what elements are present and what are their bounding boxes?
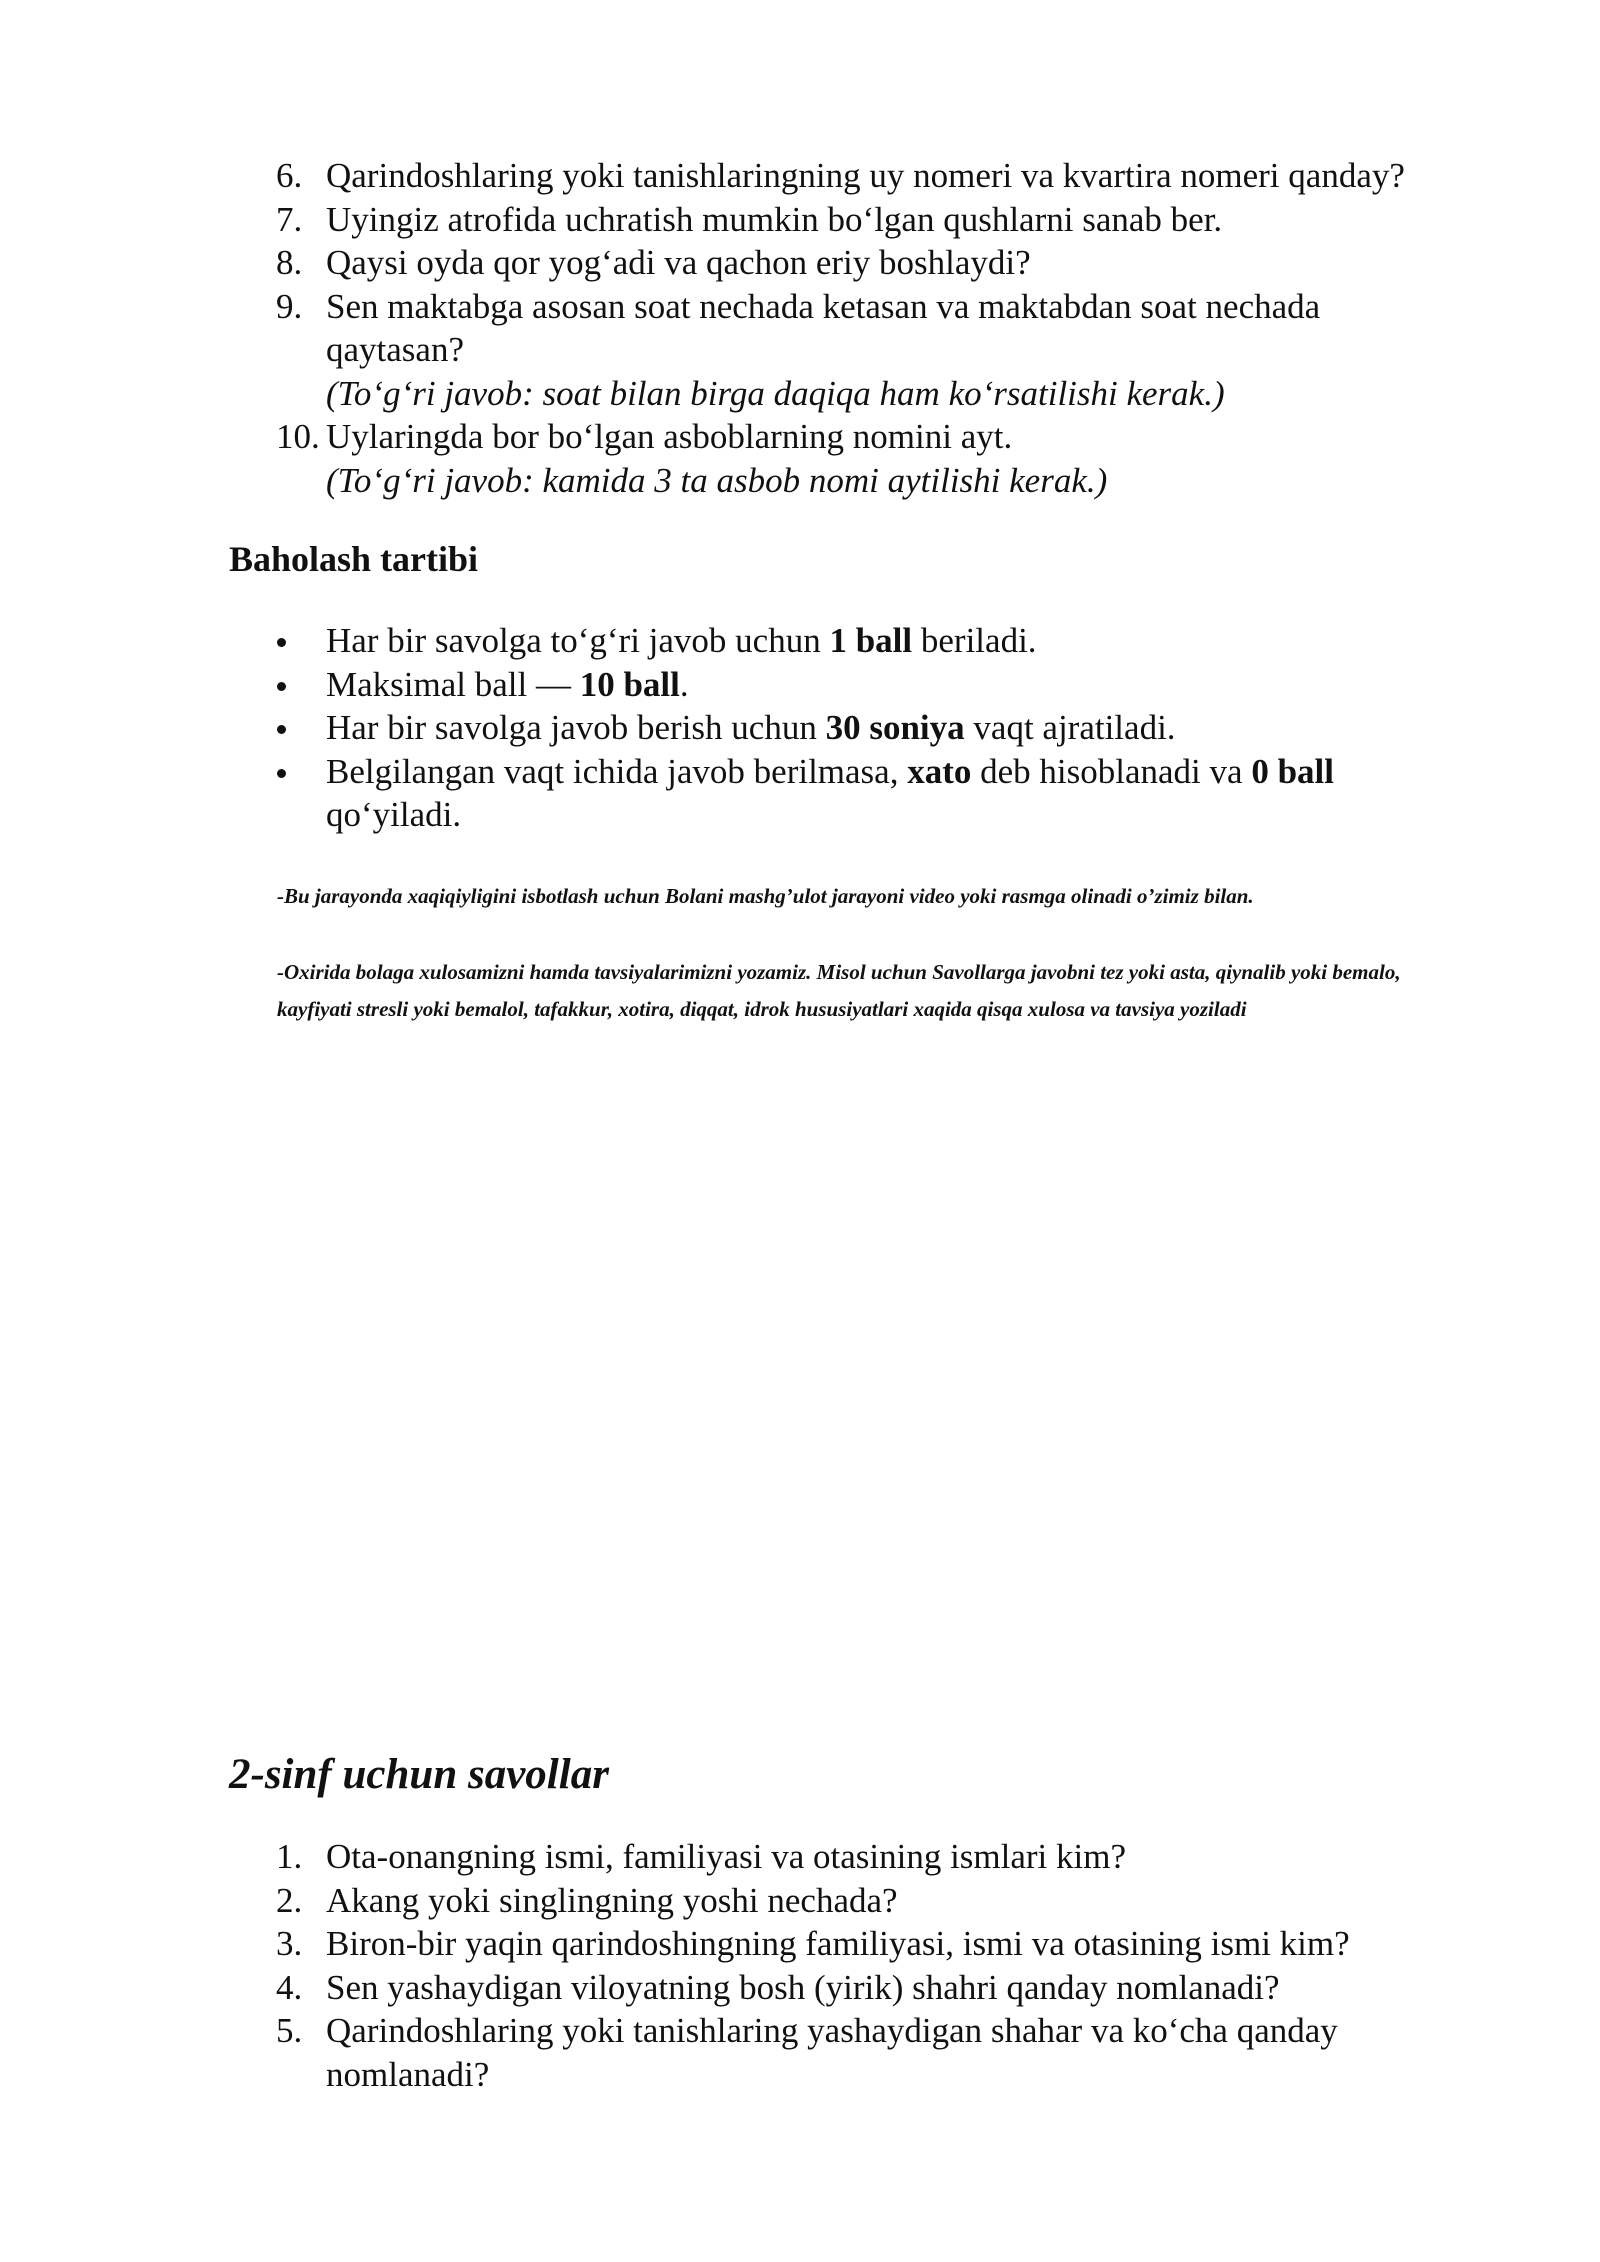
item-number: 7.	[276, 199, 303, 239]
item-number: 9.	[276, 286, 303, 326]
grading-list	[0, 619, 1600, 837]
item-text: Ota-onangning ismi, familiyasi va otasining ismlari kim?	[326, 1837, 1127, 1876]
section-2-heading: 2-sinf uchun savollar	[229, 1751, 609, 1798]
bullet-icon	[277, 769, 286, 778]
item-text: Sen maktabga asosan soat nechada ketasan va maktabdan soat nechada qaytasan?	[326, 286, 1321, 369]
note-recording: -Bu jarayonda xaqiqiyligini isbotlash uchun Bolani mashg’ulot jarayoni video yoki rasmga olinadi o’zimiz bilan.	[277, 884, 1254, 908]
item-text: Uylaringda bor bo‘lgan asboblarning nomini ayt.	[326, 417, 1013, 456]
bold-value: 10 ball	[579, 664, 680, 704]
bold-value: 1 ball	[829, 621, 913, 660]
item-number: 8.	[276, 243, 303, 282]
item-number: 5.	[276, 2011, 303, 2050]
bullet-item: Belgilangan vaqt ichida javob berilmasa, xato deb hisoblanadi va 0 ball qo‘yiladi.	[0, 750, 1600, 837]
bold-value: 30 soniya	[825, 708, 965, 747]
bold-value: xato	[907, 751, 972, 791]
item-text: Biron-bir yaqin qarindoshingning familiyasi, ismi va otasining ismi kim?	[326, 1924, 1350, 1963]
list-item	[0, 198, 1600, 242]
list-item	[0, 154, 1600, 198]
item-text: Uyingiz atrofida uchratish mumkin bo‘lgan qushlarni sanab ber.	[326, 199, 1223, 239]
grading-heading: Baholash tartibi	[229, 539, 479, 579]
item-number: 10.	[276, 417, 320, 456]
item-number: 4.	[276, 1967, 303, 2007]
list-item	[0, 1835, 1600, 1879]
bullet-icon	[277, 682, 286, 691]
list-item	[0, 285, 1600, 416]
bullet-item: Har bir savolga javob berish uchun 30 soniya vaqt ajratiladi.	[0, 706, 1600, 750]
item-text: Qaysi oyda qor yog‘adi va qachon eriy boshlaydi?	[326, 243, 1031, 282]
question-list-top	[0, 154, 1600, 502]
list-item	[0, 415, 1600, 502]
item-text: Sen yashaydigan viloyatning bosh (yirik) shahri qanday nomlanadi?	[326, 1967, 1280, 2007]
bullet-item: Maksimal ball — 10 ball.	[0, 663, 1600, 707]
list-item	[0, 1966, 1600, 2010]
item-number: 6.	[276, 156, 303, 195]
bullet-icon	[277, 638, 286, 647]
item-number: 3.	[276, 1924, 303, 1963]
item-text: Qarindoshlaring yoki tanishlaringning uy nomeri va kvartira nomeri qanday?	[326, 156, 1405, 195]
item-number: 2.	[276, 1880, 303, 1920]
question-list-grade-2	[0, 1835, 1600, 2096]
item-answer-note: (To‘g‘ri javob: soat bilan birga daqiqa ham ko‘rsatilishi kerak.)	[326, 373, 1225, 413]
bullet-item: Har bir savolga to‘g‘ri javob uchun 1 ball beriladi.	[0, 619, 1600, 663]
item-text: Qarindoshlaring yoki tanishlaring yashaydigan shahar va ko‘cha qanday nomlanadi?	[326, 2011, 1338, 2094]
list-item	[0, 1879, 1600, 1923]
list-item	[0, 1922, 1600, 1966]
bold-value: 0 ball	[1251, 751, 1334, 791]
bullet-icon	[277, 725, 286, 734]
item-text: Akang yoki singlingning yoshi nechada?	[326, 1880, 898, 1920]
list-item	[0, 2009, 1600, 2096]
item-number: 1.	[276, 1837, 303, 1876]
list-item	[0, 241, 1600, 285]
item-answer-note: (To‘g‘ri javob: kamida 3 ta asbob nomi aytilishi kerak.)	[326, 460, 1108, 500]
note-conclusion: -Oxirida bolaga xulosamizni hamda tavsiyalarimizni yozamiz. Misol uchun Savollarga javobni tez yoki asta, qiynalib yoki bemalo, kayfiyati stresli yoki bemalol, tafakkur, xotira, diqqat, idrok hususiyatlari xaqida qisqa xulosa va tavsiya yoziladi	[277, 960, 1401, 1021]
